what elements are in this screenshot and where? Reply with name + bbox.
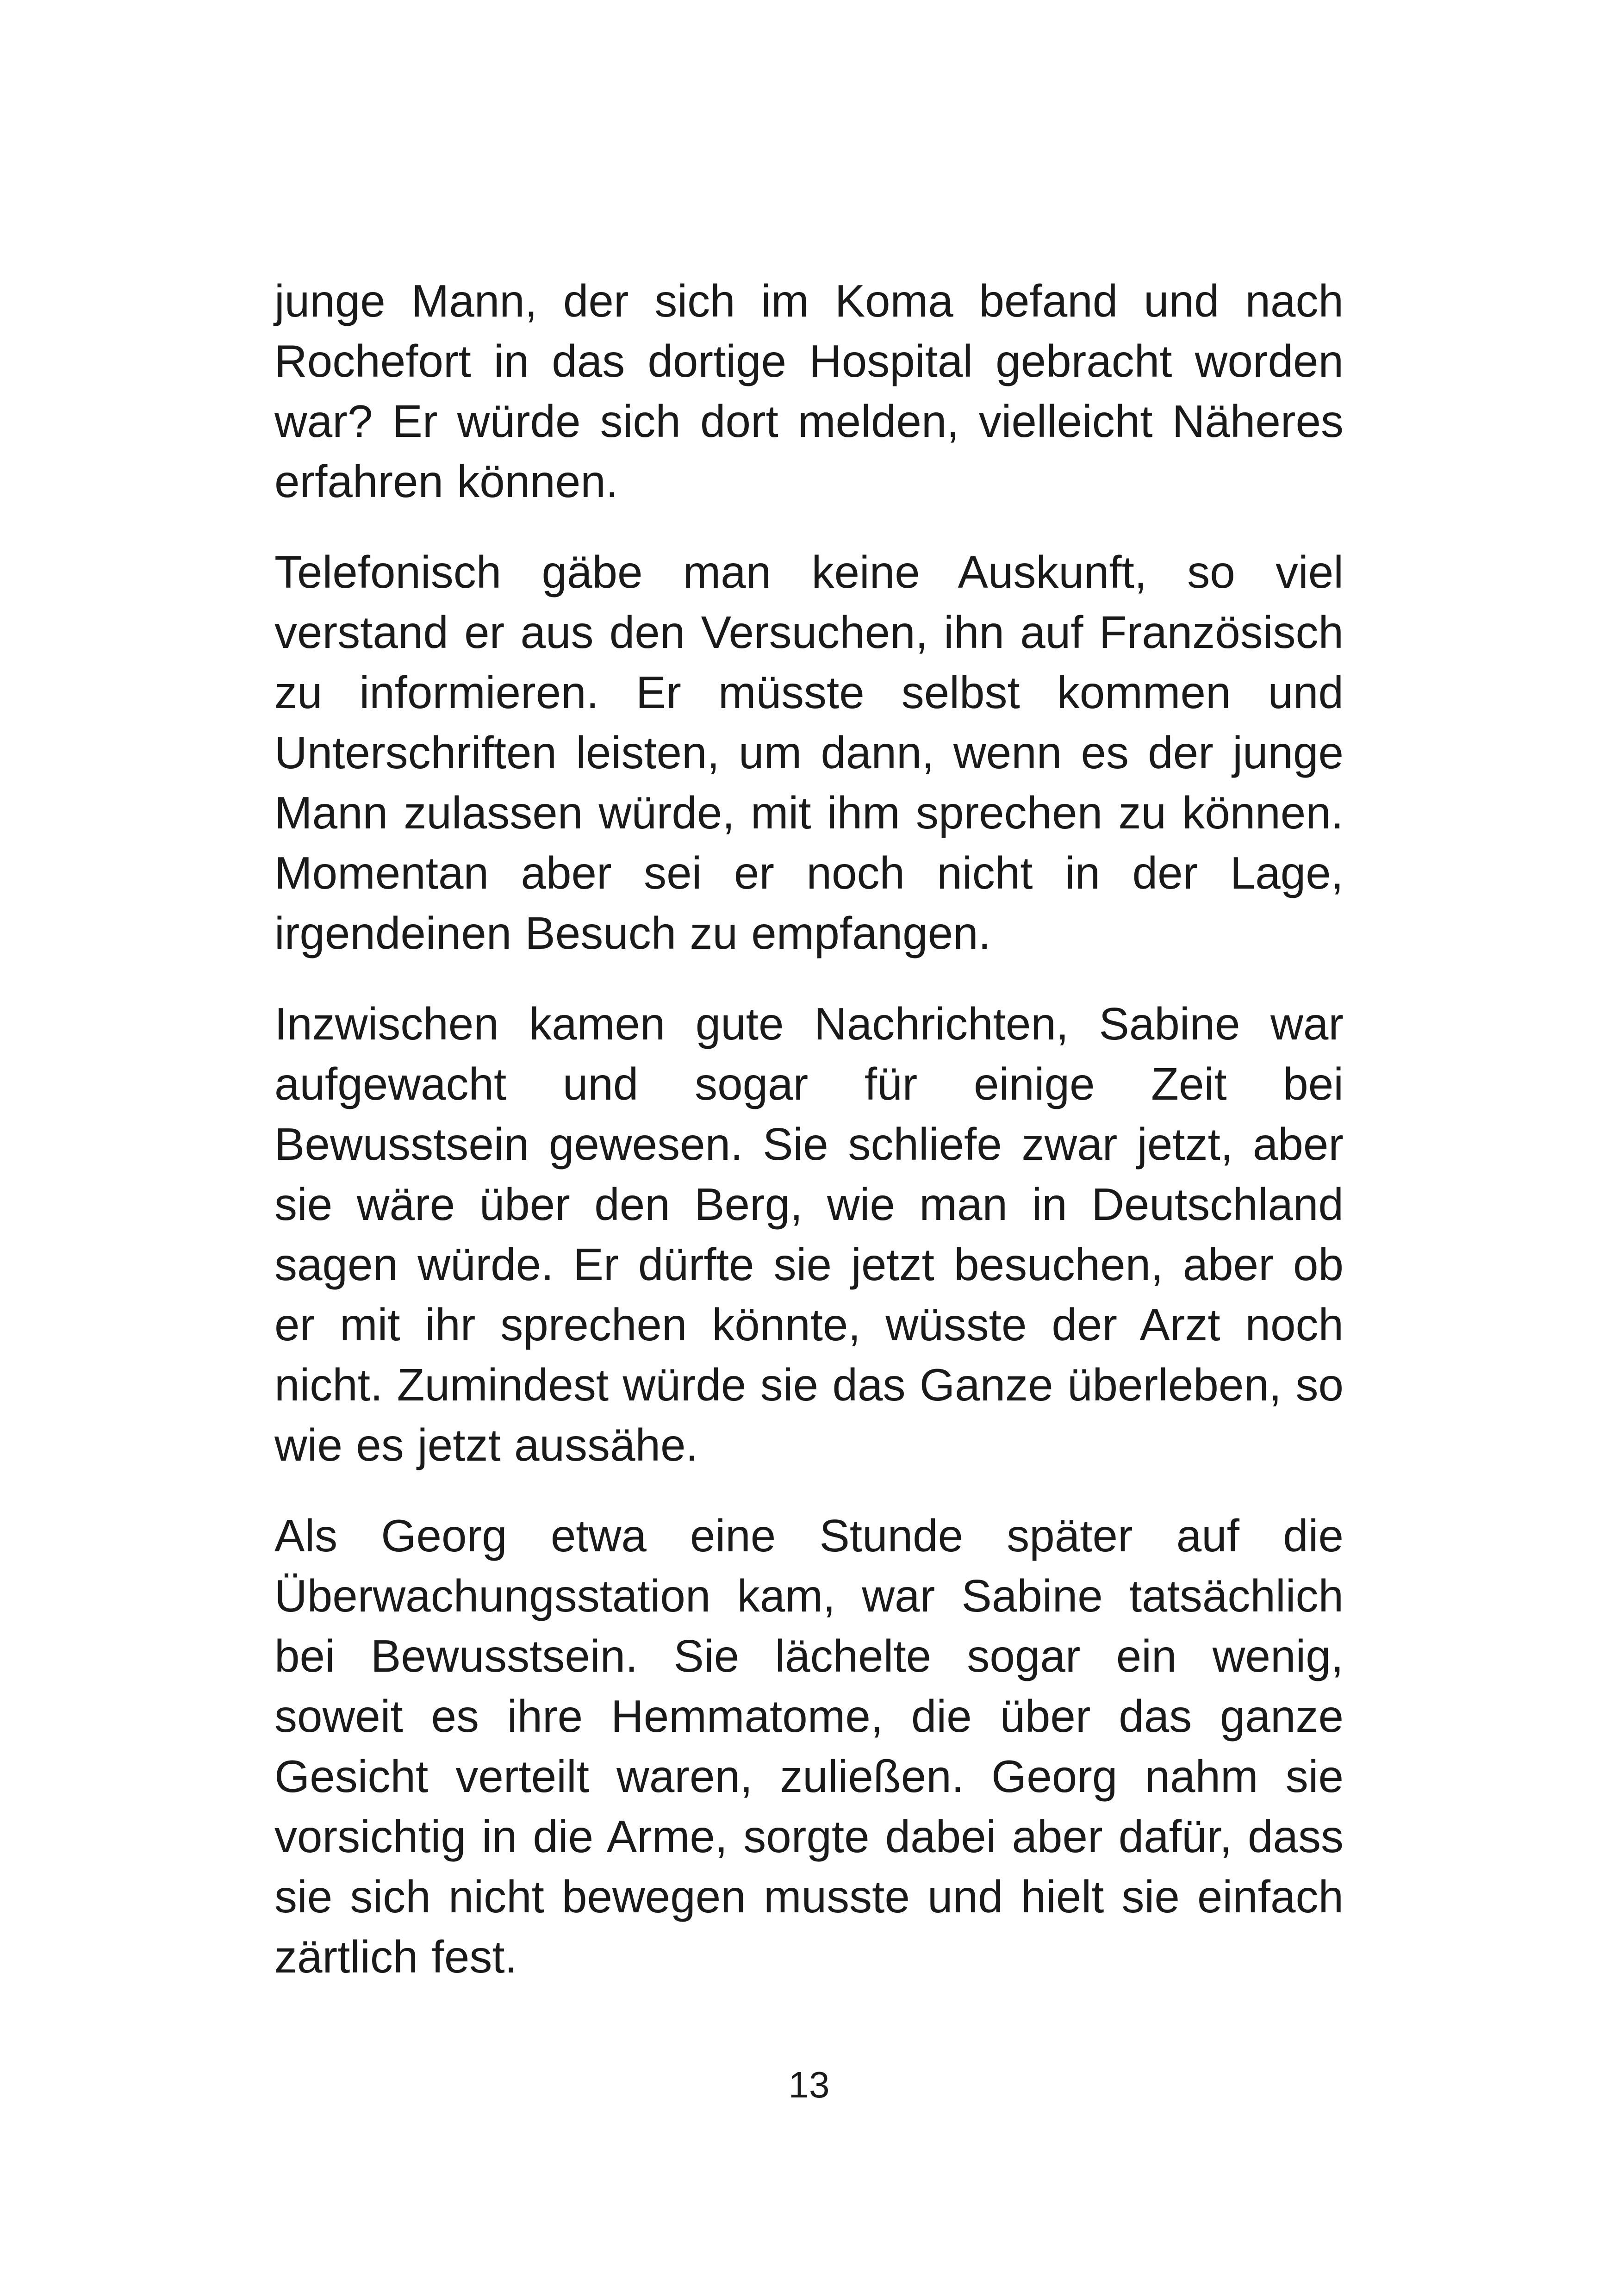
paragraph: Als Georg etwa eine Stunde später auf die Überwachungsstation kam, war Sabine tatsächlich bei Bewusstsein. Sie lächelte sogar ein wenig, soweit es ihre Hemmatome, die über das ganze Gesicht verteilt waren, zuließen. Georg nahm sie vorsichtig in die Arme, sorgte dabei aber dafür, dass sie sich nicht bewegen musste und hielt sie einfach zärtlich fest. (274, 1510, 1344, 1982)
body-text (274, 271, 1344, 2017)
paragraph: Inzwischen kamen gute Nachrichten, Sabine war aufgewacht und sogar für einige Zeit bei Bewusstsein gewesen. Sie schliefe zwar jetzt, aber sie wäre über den Berg, wie man in Deutschland sagen würde. Er dürfte sie jetzt besuchen, aber ob er mit ihr sprechen könnte, wüsste der Arzt noch nicht. Zumindest würde sie das Ganze überleben, so wie es jetzt aussähe. (274, 998, 1344, 1470)
paragraph: junge Mann, der sich im Koma befand und nach Rochefort in das dortige Hospital gebracht worden war? Er würde sich dort melden, vielleicht Näheres erfahren können. (274, 275, 1344, 507)
paragraph: Telefonisch gäbe man keine Auskunft, so viel verstand er aus den Versuchen, ihn auf Französisch zu informieren. Er müsste selbst kommen und Unterschriften leisten, um dann, wenn es der junge Mann zulassen würde, mit ihm sprechen zu können. Momentan aber sei er noch nicht in der Lage, irgendeinen Besuch zu empfangen. (274, 547, 1344, 958)
page-number: 13 (788, 2064, 830, 2105)
